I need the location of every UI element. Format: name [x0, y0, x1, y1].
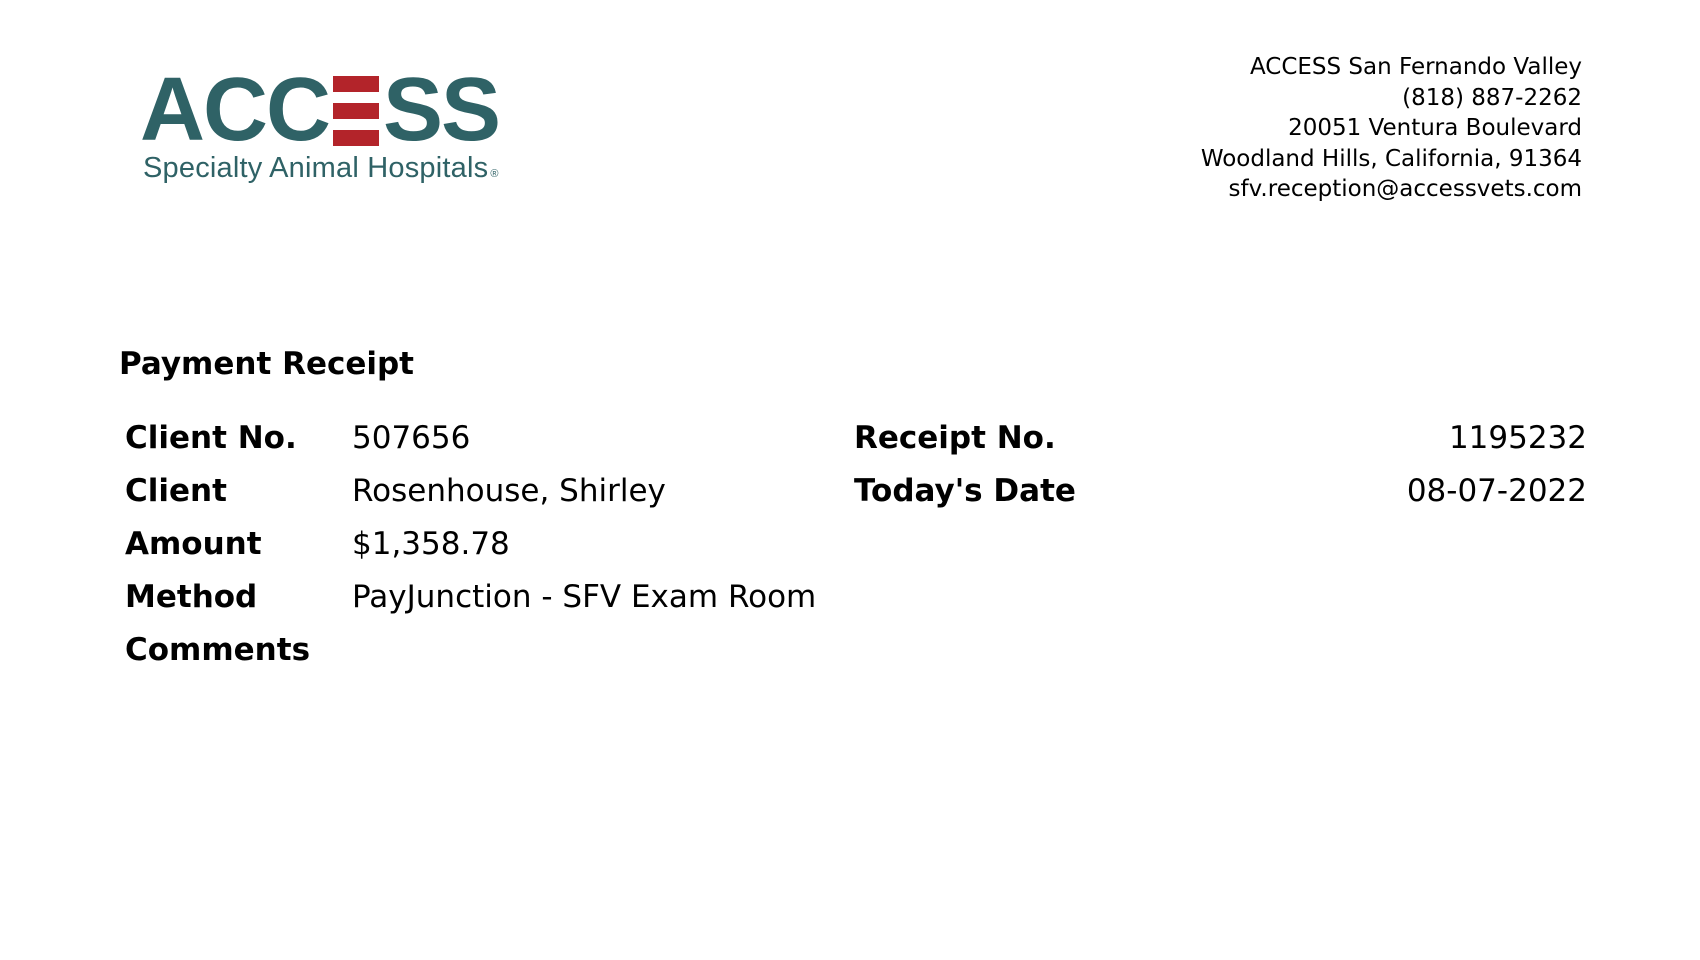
- document-title: Payment Receipt: [119, 346, 414, 382]
- method-value: PayJunction - SFV Exam Room: [352, 579, 817, 615]
- hospital-city-state-zip: Woodland Hills, California, 91364: [1200, 145, 1582, 172]
- access-logo: [140, 60, 540, 195]
- logo-red-e-mark: [333, 76, 379, 146]
- logo-tagline: Specialty Animal Hospitals ®: [143, 152, 499, 184]
- client-value: Rosenhouse, Shirley: [352, 473, 666, 509]
- registered-mark: ®: [490, 168, 499, 180]
- hospital-street: 20051 Ventura Boulevard: [1288, 115, 1582, 141]
- amount-label: Amount: [125, 526, 262, 562]
- hospital-address-block: [1201, 52, 1582, 205]
- receipt-no-value: 1195232: [1448, 420, 1587, 456]
- client-label: Client: [125, 473, 227, 509]
- client-no-value: 507656: [352, 420, 471, 456]
- hospital-phone: (818) 887-2262: [1402, 84, 1582, 111]
- receipt-no-label: Receipt No.: [854, 420, 1056, 456]
- date-value: 08-07-2022: [1406, 473, 1587, 509]
- date-label: Today's Date: [854, 473, 1076, 509]
- comments-label: Comments: [125, 632, 311, 668]
- amount-value: $1,358.78: [352, 526, 510, 562]
- hospital-email: sfv.reception@accessvets.com: [1228, 176, 1582, 202]
- method-label: Method: [125, 579, 258, 615]
- hospital-name: ACCESS San Fernando Valley: [1249, 54, 1582, 80]
- logo-wordmark: ACC SS: [140, 60, 500, 160]
- client-no-label: Client No.: [125, 420, 297, 456]
